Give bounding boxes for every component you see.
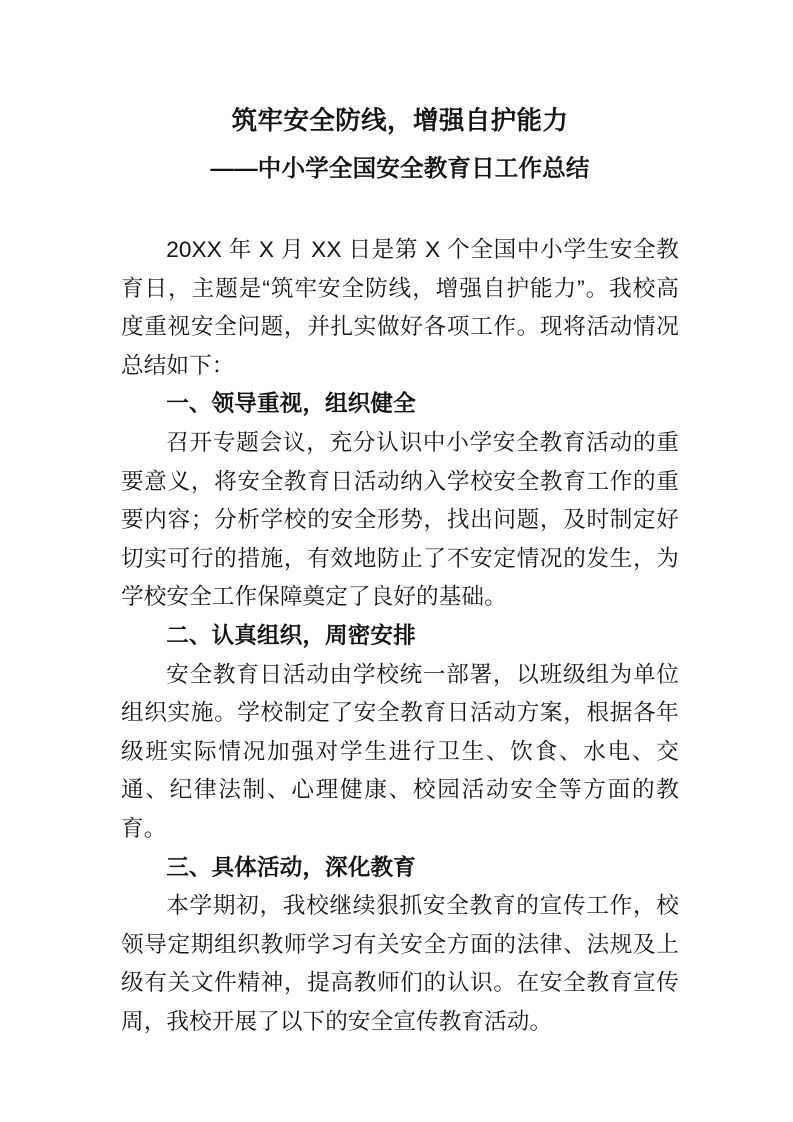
section-heading-3: 三、具体活动，深化教育 — [166, 854, 416, 880]
section-2-paragraph: 安全教育日活动由学校统一部署，以班级组为单位组织实施。学校制定了安全教育日活动方案，根据各年级班实际情况加强对学生进行卫生、饮食、水电、交通、纪律法制、心理健康、校园活动安全等方面的教育。 — [121, 661, 679, 841]
document-content — [121, 231, 679, 1041]
section-1-paragraph: 召开专题会议，充分认识中小学安全教育活动的重要意义，将安全教育日活动纳入学校安全教育工作的重要内容；分析学校的安全形势，找出问题，及时制定好切实可行的措施，有效地防止了不安定情况的发生，为学校安全工作保障奠定了良好的基础。 — [121, 429, 679, 610]
title-block — [121, 0, 679, 188]
section-heading-2: 二、认真组织，周密安排 — [166, 622, 416, 648]
intro-paragraph: 20XX 年 X 月 XX 日是第 X 个全国中小学生安全教育日，主题是“筑牢安全防线，增强自护能力”。我校高度重视安全问题，并扎实做好各项工作。现将活动情况总结如下： — [121, 237, 679, 378]
section-heading-1: 一、领导重视，组织健全 — [166, 391, 416, 417]
page-title: 筑牢安全防线，增强自护能力 — [231, 107, 569, 135]
document-text-column — [121, 0, 679, 1041]
section-3-paragraph: 本学期初，我校继续狠抓安全教育的宣传工作，校领导定期组织教师学习有关安全方面的法律、法规及上级有关文件精神，提高教师们的认识。在安全教育宣传周，我校开展了以下的安全宣传教育活动。 — [121, 893, 679, 1034]
page-subtitle: ——中小学全国安全教育日工作总结 — [210, 155, 590, 181]
